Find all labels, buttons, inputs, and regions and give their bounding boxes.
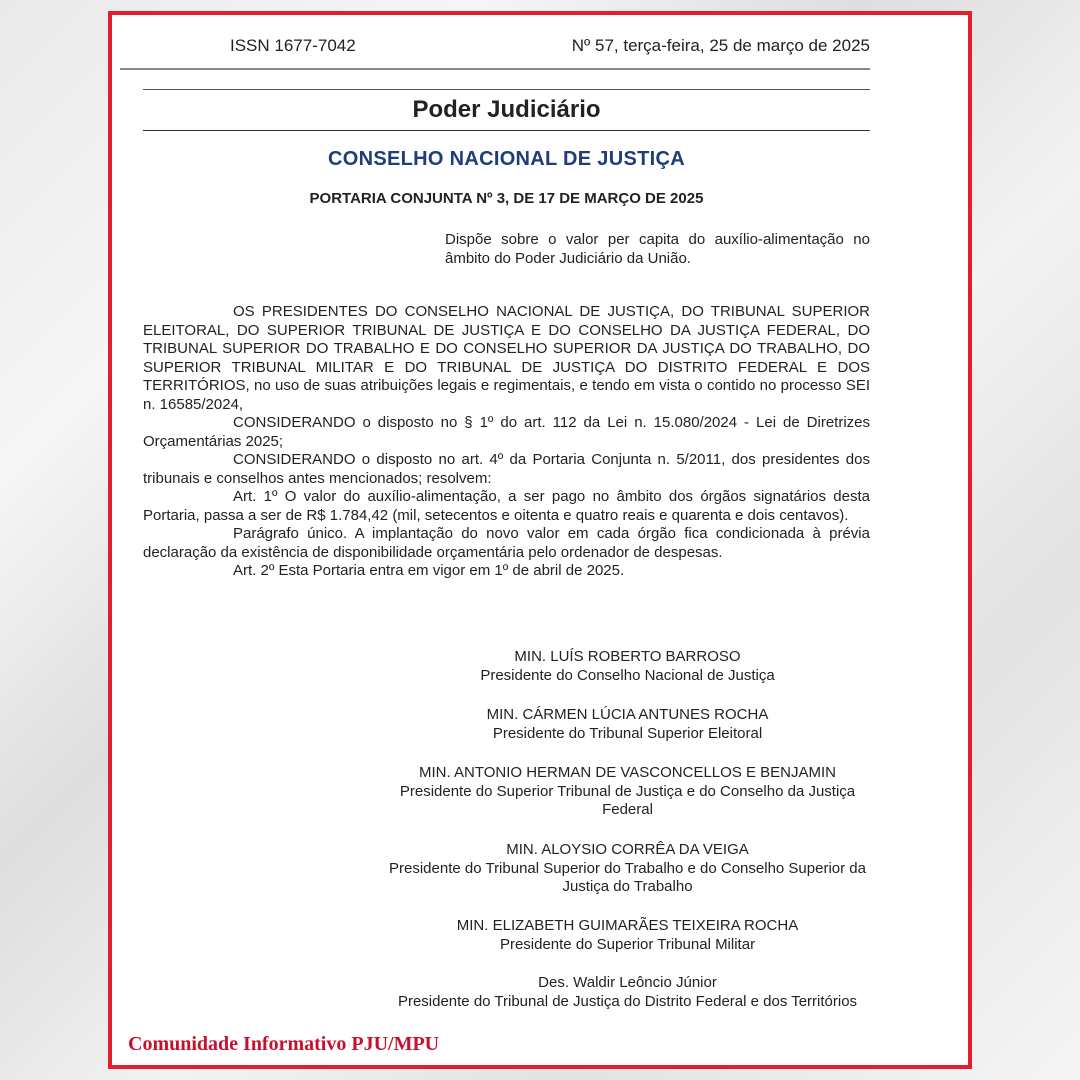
signature-block: [380, 974, 875, 1011]
signatory-role: Presidente do Tribunal de Justiça do Distrito Federal e dos Territórios: [397, 992, 858, 1010]
issn-number: ISSN 1677-7042: [230, 36, 356, 55]
section-top-rule: [143, 89, 870, 90]
portaria-title: PORTARIA CONJUNTA Nº 3, DE 17 DE MARÇO DE 2025: [309, 190, 704, 207]
community-watermark: Comunidade Informativo PJU/MPU: [128, 1033, 440, 1055]
signatory-name: MIN. ALOYSIO CORRÊA DA VEIGA: [506, 841, 749, 858]
council-title: CONSELHO NACIONAL DE JUSTIÇA: [328, 148, 685, 170]
considerando-paragraph: CONSIDERANDO o disposto no art. 4º da Portaria Conjunta n. 5/2011, dos presidentes dos tribunais e conselhos antes mencionados; resolvem:: [143, 451, 870, 487]
signatory-name: MIN. ELIZABETH GUIMARÃES TEIXEIRA ROCHA: [456, 917, 799, 934]
header-divider: [120, 68, 870, 70]
preamble-paragraph: OS PRESIDENTES DO CONSELHO NACIONAL DE JUSTIÇA, DO TRIBUNAL SUPERIOR ELEITORAL, DO SUPERIOR TRIBUNAL DE JUSTIÇA E DO CONSELHO DA JUSTIÇA FEDERAL, DO TRIBUNAL SUPERIOR DO TRABALHO E DO CONSELHO SUPERIOR DA JUSTIÇA DO TRABALHO, DO SUPERIOR TRIBUNAL MILITAR E DO TRIBUNAL DE JUSTIÇA DO DISTRITO FEDERAL E DOS TERRITÓRIOS, no uso de suas atribuições legais e regimentais, e tendo em vista o contido no processo SEI n. 16585/2024,: [143, 303, 870, 413]
signatory-name: Des. Waldir Leôncio Júnior: [538, 974, 717, 991]
signatory-role: Presidente do Superior Tribunal Militar: [499, 935, 756, 953]
article-1-paragraph: Art. 1º O valor do auxílio-alimentação, a ser pago no âmbito dos órgãos signatários desta Portaria, passa a ser de R$ 1.784,42 (mil, setecentos e oitenta e quatro reais e quarenta e dois centavos).: [143, 488, 870, 524]
article-2-paragraph: Art. 2º Esta Portaria entra em vigor em 1º de abril de 2025.: [233, 562, 625, 579]
sole-paragraph: Parágrafo único. A implantação do novo valor em cada órgão fica condicionada à prévia declaração da existência de disponibilidade orçamentária pelo ordenador de despesas.: [143, 525, 870, 561]
signature-block: [380, 648, 875, 685]
signature-block: [380, 841, 875, 897]
signature-block: [380, 706, 875, 743]
signatory-role: Presidente do Superior Tribunal de Justiça e do Conselho da Justiça Federal: [399, 782, 856, 818]
issue-date: Nº 57, terça-feira, 25 de março de 2025: [571, 36, 870, 55]
document-body: [143, 303, 870, 581]
signatory-name: MIN. LUÍS ROBERTO BARROSO: [514, 648, 741, 665]
section-title: Poder Judiciário: [412, 96, 601, 123]
signatory-role: Presidente do Conselho Nacional de Justiça: [480, 666, 775, 684]
section-bottom-rule: [143, 130, 870, 131]
ementa: Dispõe sobre o valor per capita do auxílio-alimentação no âmbito do Poder Judiciário da União.: [445, 231, 870, 267]
gazette-header: [120, 36, 870, 58]
signature-block: [380, 917, 875, 954]
signatory-name: MIN. CÁRMEN LÚCIA ANTUNES ROCHA: [486, 706, 769, 723]
signatory-name: MIN. ANTONIO HERMAN DE VASCONCELLOS E BENJAMIN: [418, 764, 837, 781]
signatory-role: Presidente do Tribunal Superior do Trabalho e do Conselho Superior da Justiça do Trabalho: [389, 859, 866, 895]
considerando-paragraph: CONSIDERANDO o disposto no § 1º do art. 112 da Lei n. 15.080/2024 - Lei de Diretrizes Orçamentárias 2025;: [143, 414, 870, 450]
signature-block: [385, 764, 870, 820]
signatory-role: Presidente do Tribunal Superior Eleitoral: [492, 724, 763, 742]
